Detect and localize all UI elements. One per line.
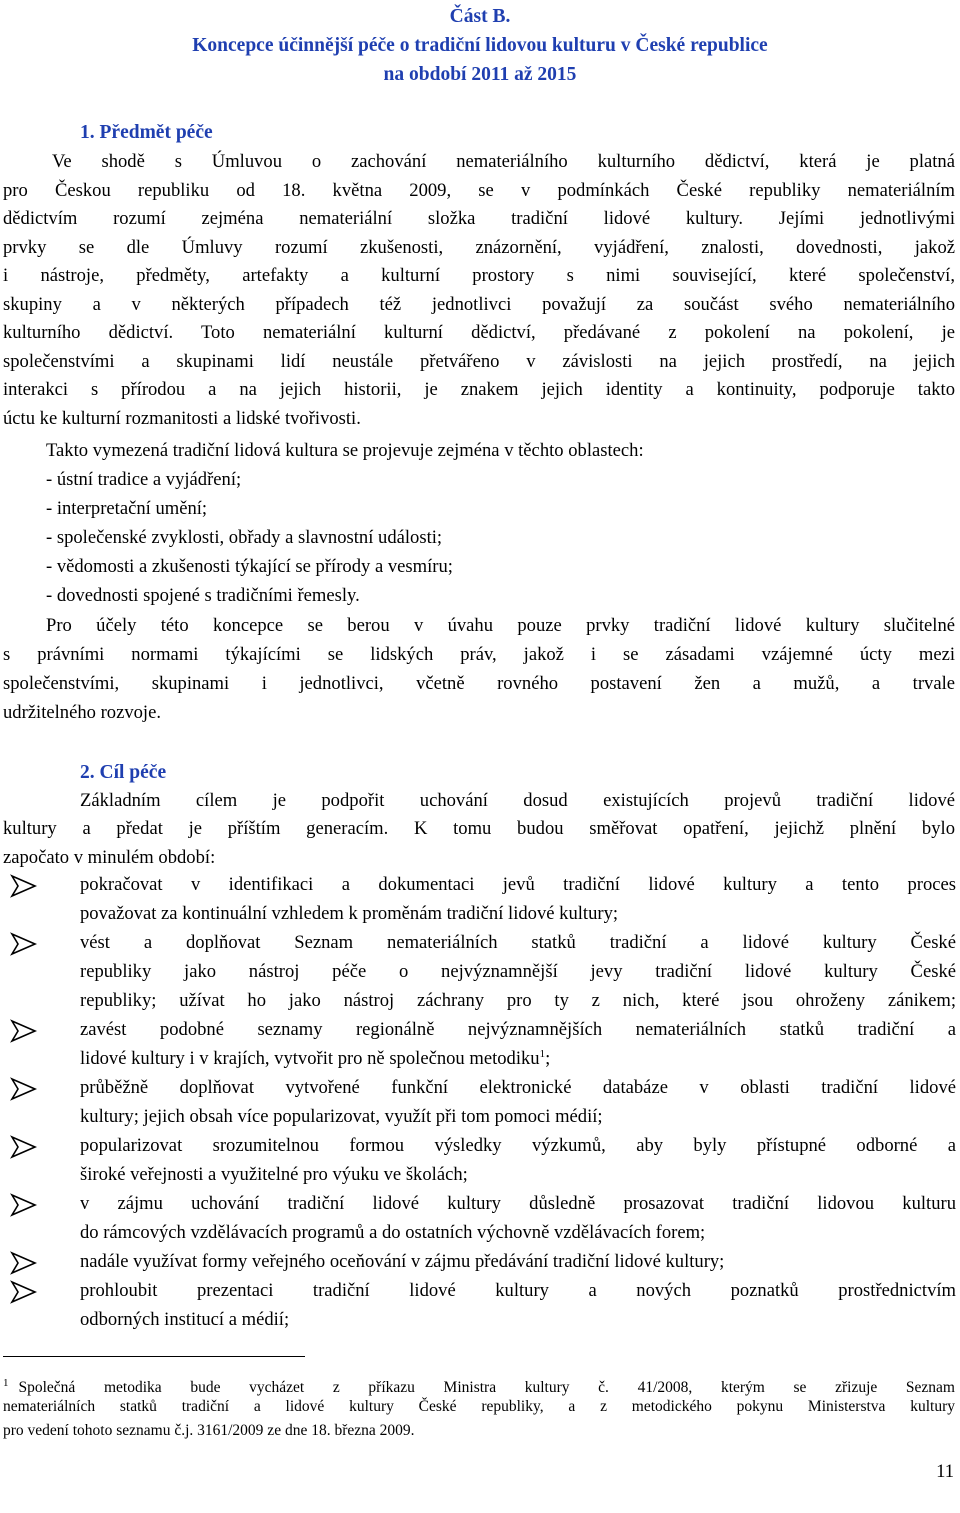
paragraph-line: skupiny a v některých případech též jednotlivci považují za součást svého nemateriálního (3, 294, 955, 315)
footnote-number: 1 (3, 1377, 9, 1389)
section-1-heading: 1. Předmět péče (80, 122, 213, 143)
list-item-line: v zájmu uchování tradiční lidové kultury důsledně prosazovat tradiční lidovou kulturu (80, 1193, 956, 1214)
paragraph-line: Základním cílem je podpořit uchování dosud existujících projevů tradiční lidové (80, 790, 955, 811)
list-item-line: nadále využívat formy veřejného oceňování v zájmu předávání tradiční lidové kultury; (80, 1251, 725, 1272)
arrowhead-bullet-icon (8, 931, 42, 957)
paragraph-line: Ve shodě s Úmluvou o zachování nemateriálního kulturního dědictví, která je platná (52, 151, 955, 172)
paragraph-line: pro Českou republiku od 18. května 2009, se v podmínkách České republiky nemateriálním (3, 180, 955, 201)
paragraph-line: udržitelného rozvoje. (3, 702, 161, 723)
paragraph-line: započato v minulém období: (3, 847, 216, 868)
arrowhead-bullet-icon (8, 1279, 42, 1305)
paragraph-line: dědictvím rozumí zejména nemateriální složka tradiční lidové kultury. Jejími jednotlivými (3, 208, 955, 229)
page-number: 11 (936, 1461, 954, 1482)
list-item-line: průběžně doplňovat vytvořené funkční elektronické databáze v oblasti tradiční lidové (80, 1077, 956, 1098)
paragraph-line: kultury a předat je příštím generacím. K tomu budou směřovat opatření, jejichž plnění bylo (3, 818, 955, 839)
list-item: - dovednosti spojené s tradičními řemesly. (46, 585, 360, 606)
section-2-heading: 2. Cíl péče (80, 762, 167, 783)
paragraph-line: úctu ke kulturní rozmanitosti a lidské tvořivosti. (3, 408, 361, 429)
paragraph-line: Pro účely této koncepce se berou v úvahu pouze prvky tradiční lidové kultury slučitelné (46, 615, 955, 636)
paragraph-line: s právními normami týkajícími se lidských práv, jakož i se zásadami vzájemné úcty mezi (3, 644, 955, 665)
list-item-line: do rámcových vzdělávacích programů a do ostatních výchovně vzdělávacích forem; (80, 1222, 706, 1243)
footnote-line: pro vedení tohoto seznamu č.j. 3161/2009 ze dne 18. března 2009. (3, 1422, 415, 1439)
arrowhead-bullet-icon (8, 1192, 42, 1218)
list-item-line: prohloubit prezentaci tradiční lidové kultury a nových poznatků prostřednictvím (80, 1280, 956, 1301)
list-item: - ústní tradice a vyjádření; (46, 469, 242, 490)
list-item: - interpretační umění; (46, 498, 208, 519)
list-item-line: odborných institucí a médií; (80, 1309, 290, 1330)
arrowhead-bullet-icon (8, 1018, 42, 1044)
list-item: - společenské zvyklosti, obřady a slavnostní události; (46, 527, 443, 548)
arrowhead-bullet-icon (8, 1250, 42, 1276)
document-period: na období 2011 až 2015 (383, 64, 577, 85)
paragraph-line: společenstvími a skupinami lidí neustále přetvářeno v závislosti na jejich prostředí, na jejich (3, 351, 955, 372)
footnote-separator (3, 1356, 305, 1357)
list-item-line: považovat za kontinuální vzhledem k proměnám tradiční lidové kultury; (80, 903, 619, 924)
part-label: Část B. (449, 6, 511, 27)
arrowhead-bullet-icon (8, 873, 42, 899)
paragraph-line: společenstvími, skupinami i jednotlivci, včetně rovného postavení žen a mužů, a trvale (3, 673, 955, 694)
document-title: Koncepce účinnější péče o tradiční lidovou kulturu v České republice (192, 35, 768, 56)
list-item-line: pokračovat v identifikaci a dokumentaci jevů tradiční lidové kultury a tento proces (80, 874, 956, 895)
paragraph-line: interakci s přírodou a na jejich historii, je znakem jejich identity a kontinuity, podporuje takto (3, 379, 955, 400)
list-item-line-with-footnote (80, 1044, 550, 1073)
list-item-text: lidové kultury i v krajích, vytvořit pro ně společnou metodiku (80, 1048, 540, 1069)
footnote-reference[interactable]: 1 (539, 1047, 546, 1060)
paragraph-line: i nástroje, předměty, artefakty a kulturní prostory s nimi související, které společenství, (3, 265, 955, 286)
list-item-line: republiky jako nástroj péče o nejvýznamnější jevy tradiční lidové kultury České (80, 961, 956, 982)
arrowhead-bullet-icon (8, 1076, 42, 1102)
list-item-tail: ; (545, 1048, 551, 1069)
list-item-line: široké veřejnosti a využitelné pro výuku ve školách; (80, 1164, 468, 1185)
list-item-line: zavést podobné seznamy regionálně nejvýznamnějších nemateriálních statků tradiční a (80, 1019, 956, 1040)
paragraph-line: kulturního dědictví. Toto nemateriální kulturní dědictví, předávané z pokolení na pokolení, je (3, 322, 955, 343)
list-item-line: republiky; užívat ho jako nástroj záchrany pro ty z nich, které jsou ohroženy zánikem; (80, 990, 956, 1011)
list-item-line: popularizovat srozumitelnou formou výsledky výzkumů, aby byly přístupné odborné a (80, 1135, 956, 1156)
paragraph-line: prvky se dle Úmluvy rozumí zkušenosti, znázornění, vyjádření, znalosti, dovednosti, jakož (3, 237, 955, 258)
arrowhead-bullet-icon (8, 1134, 42, 1160)
footnote-text: Společná metodika bude vycházet z příkazu Ministra kultury č. 41/2008, kterým se zřizuje Seznam (18, 1379, 955, 1396)
areas-intro: Takto vymezená tradiční lidová kultura se projevuje zejména v těchto oblastech: (46, 440, 644, 461)
footnote-line: nemateriálních statků tradiční a lidové kultury České republiky, a z metodického pokynu Ministerstva kultury (3, 1398, 955, 1415)
list-item-line: kultury; jejich obsah více popularizovat, využít při tom pomoci médií; (80, 1106, 603, 1127)
list-item: - vědomosti a zkušenosti týkající se přírody a vesmíru; (46, 556, 453, 577)
list-item-line: vést a doplňovat Seznam nemateriálních statků tradiční a lidové kultury České (80, 932, 956, 953)
